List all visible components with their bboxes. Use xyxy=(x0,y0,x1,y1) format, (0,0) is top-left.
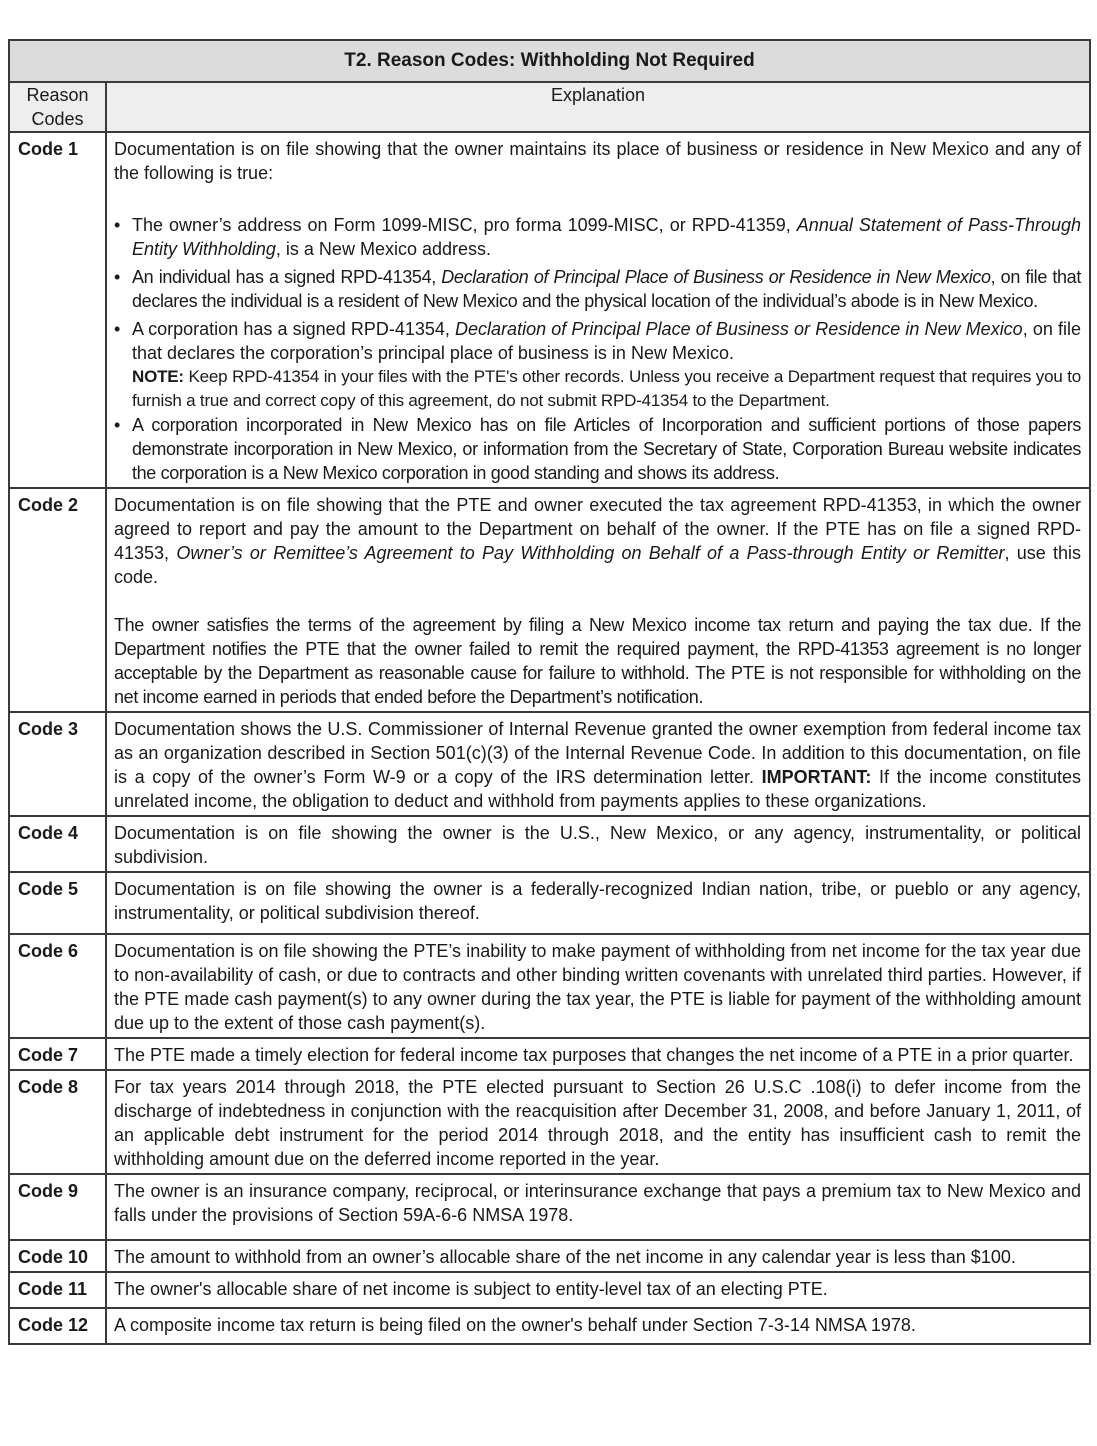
code-label: Code 12 xyxy=(9,1308,106,1344)
code-label: Code 2 xyxy=(9,488,106,712)
column-header-reason-codes xyxy=(9,82,106,132)
code2-paragraph-1: Documentation is on file showing that the PTE and owner executed the tax agreement RPD-41353, in which the owner agreed to report and pay the amount to the Department on behalf of the owner. If the PTE has on file a signed RPD-41353, Owner’s or Remittee’s Agreement to Pay Withholding on Behalf of a Pass-through Entity or Remitter, use this code. xyxy=(114,495,1082,587)
table-row xyxy=(9,872,1090,934)
code-explanation: Documentation is on file showing the owner is the U.S., New Mexico, or any agency, instrumentality, or political subdivision. xyxy=(106,816,1090,872)
table-row xyxy=(9,1038,1090,1070)
table-row xyxy=(9,132,1090,488)
code-explanation: Documentation is on file showing the owner is a federally-recognized Indian nation, tribe, or pueblo or any agency, instrumentality, or political subdivision thereof. xyxy=(106,872,1090,934)
code-explanation: Documentation shows the U.S. Commissioner of Internal Revenue granted the owner exemption from federal income tax as an organization described in Section 501(c)(3) of the Internal Revenue Code. In addition to this documentation, on file is a copy of the owner’s Form W-9 or a copy of the IRS determination letter. IMPORTANT: If the income constitutes unrelated income, the obligation to deduct and withhold from payments applies to these organizations. xyxy=(106,712,1090,816)
table-row xyxy=(9,1272,1090,1308)
code-explanation: A composite income tax return is being filed on the owner's behalf under Section 7-3-14 NMSA 1978. xyxy=(106,1308,1090,1344)
code-label: Code 11 xyxy=(9,1272,106,1308)
code1-intro: Documentation is on file showing that the owner maintains its place of business or residence in New Mexico and any of the following is true: xyxy=(114,139,1082,183)
code2-paragraph-2: The owner satisfies the terms of the agreement by filing a New Mexico income tax return and paying the tax due. If the Department notifies the PTE that the owner failed to remit the required payment, the RPD-41353 agreement is no longer acceptable by the Department as reasonable cause for failure to withhold. The PTE is not responsible for withholding on the net income earned in periods that ended before the Department’s notification. xyxy=(114,615,1082,707)
code-label: Code 10 xyxy=(9,1240,106,1272)
code-explanation: The owner's allocable share of net income is subject to entity-level tax of an electing PTE. xyxy=(106,1272,1090,1308)
code-explanation xyxy=(106,132,1090,488)
list-item: • A corporation has a signed RPD-41354, Declaration of Principal Place of Business or Residence in New Mexico, on file that declares the corporation’s principal place of business is in New Mexico. NOTE: Keep RPD-41354 in your files with the PTE's other records. Unless you receive a Department request that requires you to furnish a true and correct copy of this agreement, do not submit RPD-41354 to the Department. xyxy=(114,317,1081,413)
code-explanation: The PTE made a timely election for federal income tax purposes that changes the net income of a PTE in a prior quarter. xyxy=(106,1038,1090,1070)
table-row xyxy=(9,934,1090,1038)
reason-codes-page xyxy=(8,39,1089,1345)
table-title-row xyxy=(9,40,1090,82)
code-label: Code 3 xyxy=(9,712,106,816)
code-explanation: For tax years 2014 through 2018, the PTE elected pursuant to Section 26 U.S.C .108(i) to defer income from the discharge of indebtedness in conjunction with the reacquisition after December 31, 2008, and before January 1, 2011, of an applicable debt instrument for the period 2014 through 2018, and the entity has insufficient cash to remit the withholding amount due on the deferred income reported in the year. xyxy=(106,1070,1090,1174)
table-header-row xyxy=(9,82,1090,132)
list-item: • The owner’s address on Form 1099-MISC, pro forma 1099-MISC, or RPD-41359, Annual Statement of Pass-Through Entity Withholding, is a New Mexico address. xyxy=(114,213,1081,261)
code-label: Code 7 xyxy=(9,1038,106,1070)
reason-codes-table xyxy=(8,39,1091,1345)
code-explanation: The owner is an insurance company, reciprocal, or interinsurance exchange that pays a premium tax to New Mexico and falls under the provisions of Section 59A-6-6 NMSA 1978. xyxy=(106,1174,1090,1240)
table-row xyxy=(9,1174,1090,1240)
table-row xyxy=(9,712,1090,816)
important-label: IMPORTANT: xyxy=(761,767,872,787)
code-label: Code 8 xyxy=(9,1070,106,1174)
table-row xyxy=(9,816,1090,872)
list-item: • A corporation incorporated in New Mexico has on file Articles of Incorporation and sufficient portions of those papers demonstrate incorporation in New Mexico, or information from the Secretary of State, Corporation Bureau website indicates the corporation is a New Mexico corporation in good standing and shows its address. xyxy=(114,413,1081,485)
code-label: Code 5 xyxy=(9,872,106,934)
code-explanation: Documentation is on file showing the PTE’s inability to make payment of withholding from net income for the tax year due to non-availability of cash, or due to contracts and other binding written covenants with unrelated third parties. However, if the PTE made cash payment(s) to any owner during the tax year, the PTE is liable for payment of the withholding amount due up to the extent of those cash payment(s). xyxy=(106,934,1090,1038)
code-label: Code 1 xyxy=(9,132,106,488)
code1-conditions-list xyxy=(114,213,1081,485)
list-item: • An individual has a signed RPD-41354, Declaration of Principal Place of Business or Residence in New Mexico, on file that declares the individual is a resident of New Mexico and the physical location of the individual’s abode is in New Mexico. xyxy=(114,265,1081,313)
code-label: Code 6 xyxy=(9,934,106,1038)
table-row xyxy=(9,1240,1090,1272)
table-row xyxy=(9,488,1090,712)
table-row xyxy=(9,1070,1090,1174)
column-header-reason-line2: Codes xyxy=(31,109,84,129)
table-title: T2. Reason Codes: Withholding Not Required xyxy=(9,40,1090,82)
note-label: NOTE: xyxy=(132,367,184,386)
code-label: Code 4 xyxy=(9,816,106,872)
column-header-explanation: Explanation xyxy=(106,82,1090,132)
code-explanation: The amount to withhold from an owner’s allocable share of the net income in any calendar year is less than $100. xyxy=(106,1240,1090,1272)
code-explanation xyxy=(106,488,1090,712)
code-label: Code 9 xyxy=(9,1174,106,1240)
table-row xyxy=(9,1308,1090,1344)
note-paragraph: NOTE: Keep RPD-41354 in your files with the PTE's other records. Unless you receive a Department request that requires you to furnish a true and correct copy of this agreement, do not submit RPD-41354 to the Department. xyxy=(132,367,1082,410)
column-header-reason-line1: Reason xyxy=(26,85,89,105)
